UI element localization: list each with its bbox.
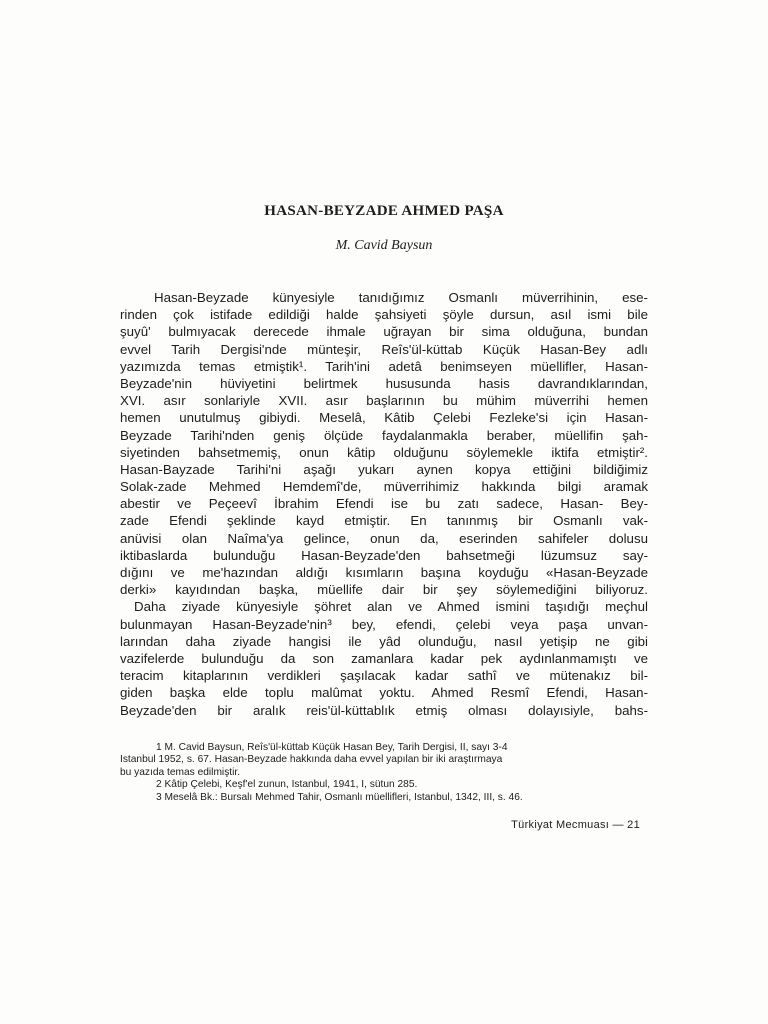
body-line: iktibaslarda bulunduğu Hasan-Beyzade'den bahsetmeği lüzumsuz say- xyxy=(120,547,648,563)
body-line: derki» kayıdından başka, müellife dair bir şey söylemediğini biliyoruz. xyxy=(120,582,648,598)
footnote-1-continued: bu yazıda temas edilmiştir. xyxy=(120,766,241,778)
footnotes xyxy=(120,742,648,804)
body-line: giden başka elde toplu malûmat yoktu. Ahmed Resmî Efendi, Hasan- xyxy=(120,685,648,701)
body-line: Solak-zade Mehmed Hemdemî'de, müverrihimiz hakkında bilgi aramak xyxy=(120,479,648,495)
footnote-3: 3 Meselâ Bk.: Bursalı Mehmed Tahir, Osmanlı müellifleri, İstanbul, 1342, III, s. 46. xyxy=(156,791,523,803)
body-line: şuyû' bulmıyacak derecede ihmale uğrayan bir sima olduğuna, bundan xyxy=(120,324,648,340)
body-line: bulunmayan Hasan-Beyzade'nin³ bey, efendi, çelebi veya paşa unvan- xyxy=(120,616,648,632)
body-line: XVI. asır sonlariyle XVII. asır başlarının bu mühim müverrihi hemen xyxy=(120,393,648,409)
footnote-1: 1 M. Cavid Baysun, Reîs'ül-küttab Küçük Hasan Bey, Tarih Dergisi, II, sayı 3-4 xyxy=(156,742,508,753)
body-line: abestir ve Peçeevî İbrahim Efendi ise bu zatı sadece, Hasan- Bey- xyxy=(120,496,648,512)
page-footer: Türkiyat Mecmuası — 21 xyxy=(511,819,640,831)
body-line: Beyzade'den bir aralık reis'ül-küttablık etmiş olması dolayısiyle, bahs- xyxy=(120,702,648,718)
body-line: larından daha ziyade hangisi ile yâd olunduğu, nasıl yetişip ne gibi xyxy=(120,633,648,649)
article-author: M. Cavid Baysun xyxy=(335,238,433,253)
body-line: teracim kitaplarının verdikleri şaşılacak kadar sathî ve mütenakız bil- xyxy=(120,668,648,684)
body-line: Beyzade Tarihi'nden geniş ölçüde faydalanmakla beraber, müellifin şah- xyxy=(120,427,648,443)
footnote-1-continued: İstanbul 1952, s. 67. Hasan-Beyzade hakkında daha evvel yapılan bir iki araştırmaya xyxy=(120,754,503,766)
body-line: zade Efendi şeklinde kayd etmiştir. En tanınmış bir Osmanlı vak- xyxy=(120,513,648,529)
article-body xyxy=(120,289,648,719)
footnote-2: 2 Kâtip Çelebi, Keşf'el zunun, İstanbul, 1941, I, sütun 285. xyxy=(156,779,418,791)
article-title: HASAN-BEYZADE AHMED PAŞA xyxy=(264,203,504,219)
body-line: anüvisi olan Naîma'ya gelince, onun da, eserinden sahifeler dolusu xyxy=(120,530,648,546)
body-line: Hasan-Beyzade künyesiyle tanıdığımız Osmanlı müverrihinin, ese- xyxy=(154,290,648,305)
body-line: Beyzade'nin hüviyetini belirtmek hususunda hasis davrandıklarından, xyxy=(120,375,648,391)
body-line: siyetinden bahsetmemiş, onun kâtip olduğunu söylemekle iktifa etmiştir². xyxy=(120,444,648,460)
body-line: vazifelerde bulunduğu da son zamanlara kadar pek aydınlanmamıştı ve xyxy=(120,650,648,666)
body-line: rinden çok istifade edildiği halde şahsiyeti şöyle dursun, asıl ismi bile xyxy=(120,307,648,323)
body-line: evvel Tarih Dergisi'nde münteşir, Reîs'ül-küttab Küçük Hasan-Bey adlı xyxy=(120,341,648,357)
body-line: Daha ziyade künyesiyle şöhret alan ve Ahmed ismini taşıdığı meçhul xyxy=(134,599,648,615)
body-line: hemen unutulmuş gibiydi. Meselâ, Kâtib Çelebi Fezleke'si için Hasan- xyxy=(120,410,648,426)
body-line: yazımızda temas etmiştik¹. Tarih'ini adetâ benimseyen müellifler, Hasan- xyxy=(120,358,648,374)
body-line: Hasan-Bayzade Tarihi'ni aşağı yukarı aynen kopya ettiğini bildiğimiz xyxy=(120,461,648,477)
body-line: dığını ve me'hazından aldığı kısımların başına koyduğu «Hasan-Beyzade xyxy=(120,565,648,580)
